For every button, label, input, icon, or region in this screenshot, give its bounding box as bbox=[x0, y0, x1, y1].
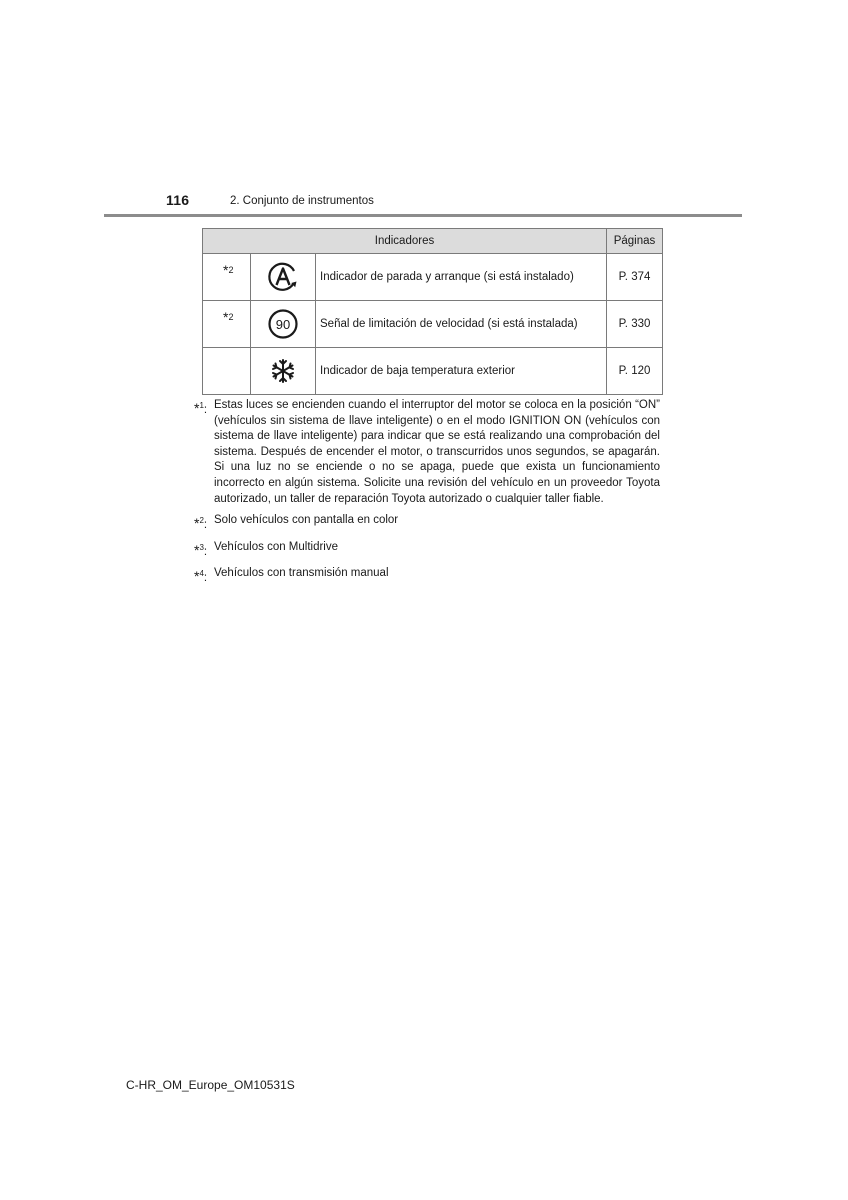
footnote-text: Solo vehículos con pantalla en color bbox=[214, 514, 399, 527]
footnote-text: Vehículos con Multidrive bbox=[214, 540, 339, 553]
note-cell bbox=[203, 301, 251, 348]
description-cell: Indicador de parada y arranque (si está instalado) bbox=[316, 254, 607, 301]
header-indicators: Indicadores bbox=[203, 229, 607, 254]
header-pages: Páginas bbox=[607, 229, 663, 254]
speed-limit-90-icon bbox=[267, 308, 299, 340]
footnote-text: Estas luces se encienden cuando el interruptor del motor se coloca en la posición “ON” (vehículos sin sistema de llave inteligente) o en el modo IGNITION ON (vehículos con sistema de llave inteligente) para indicar que se está realizando una comprobación del sistema. Después de encender el motor, o transcurridos unos segundos, se apagarán. Si una luz no se enciende o no se apaga, puede que exista un funcionamiento incorrecto en algún sistema. Solicite una revisión del vehículo en un proveedor Toyota autorizado, un taller de reparación Toyota autorizado o cualquier taller fiable. bbox=[214, 399, 660, 505]
icon-cell bbox=[251, 254, 316, 301]
section-title: 2. Conjunto de instrumentos bbox=[230, 195, 374, 207]
footnote-reference: *$^2$ bbox=[223, 309, 234, 325]
table-row bbox=[203, 301, 663, 348]
table-row bbox=[203, 348, 663, 395]
page-reference: P. 330 bbox=[607, 301, 663, 348]
icon-cell bbox=[251, 301, 316, 348]
footnote-marker: *$^4$: bbox=[194, 567, 208, 584]
note-cell bbox=[203, 348, 251, 395]
header-divider bbox=[104, 214, 742, 217]
indicators-table bbox=[202, 228, 663, 395]
page-reference: P. 120 bbox=[607, 348, 663, 395]
table-row bbox=[203, 254, 663, 301]
footnote-marker: *$^2$: bbox=[194, 514, 208, 531]
description-cell: Señal de limitación de velocidad (si está instalada) bbox=[316, 301, 607, 348]
page-number: 116 bbox=[166, 192, 190, 208]
icon-cell bbox=[251, 348, 316, 395]
footnote bbox=[194, 398, 660, 507]
footnote-marker: *$^3$: bbox=[194, 541, 208, 558]
footnotes bbox=[194, 398, 660, 592]
svg-text:90: 90 bbox=[275, 317, 291, 332]
footnote bbox=[194, 540, 660, 560]
description-cell: Indicador de baja temperatura exterior bbox=[316, 348, 607, 395]
footnote-text: Vehículos con transmisión manual bbox=[214, 567, 389, 579]
note-cell bbox=[203, 254, 251, 301]
footnote bbox=[194, 566, 660, 586]
footnote-reference: *$^2$ bbox=[223, 262, 234, 278]
document-code: C-HR_OM_Europe_OM10531S bbox=[126, 1078, 295, 1092]
page-reference: P. 374 bbox=[607, 254, 663, 301]
table-header-row bbox=[203, 229, 663, 254]
auto-start-stop-icon bbox=[266, 260, 300, 294]
footnote bbox=[194, 513, 660, 533]
footnote-marker: *$^1$: bbox=[194, 399, 208, 416]
snowflake-icon bbox=[269, 357, 297, 385]
